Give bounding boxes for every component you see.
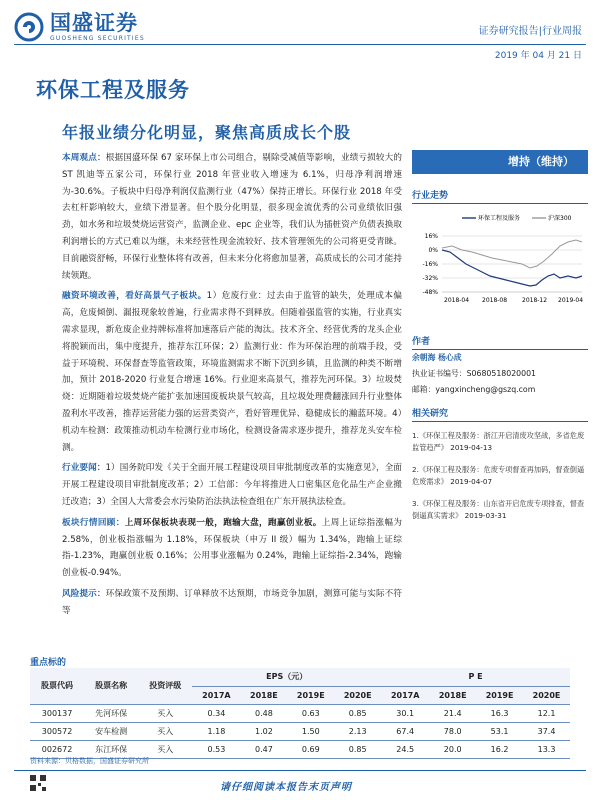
- cell-pe: 24.5: [381, 740, 429, 758]
- year-header: 2020E: [523, 686, 570, 704]
- related-item-title: 3.《环保工程及服务：山东省开启危废专项排查，督查倒逼真实需求》: [412, 499, 585, 520]
- table-source: 资料来源：贝格数据，国盛证券研究所: [30, 757, 149, 765]
- col-rating: 投资评级: [138, 668, 192, 704]
- related-item[interactable]: [412, 498, 588, 522]
- related-item-date: 2019-04-07: [450, 477, 493, 486]
- col-name: 股票名称: [84, 668, 138, 704]
- cell-eps: 2.13: [334, 722, 381, 740]
- cell-eps: 0.63: [287, 704, 334, 722]
- analyst-names: 余朝海 杨心成: [412, 353, 462, 362]
- main-body: [62, 150, 402, 624]
- cell-code: 300572: [30, 722, 84, 740]
- col-eps: EPS（元）: [192, 668, 381, 686]
- para-label: 本周观点：: [62, 153, 106, 163]
- author-title: 作者: [412, 334, 588, 350]
- company-logo: [14, 12, 145, 42]
- cert-number: 执业证书编号：S0680518020001: [412, 369, 537, 378]
- cell-name: 安车检测: [84, 722, 138, 740]
- cell-rating: 买入: [138, 704, 192, 722]
- year-header: 2019E: [476, 686, 523, 704]
- table-row: [30, 704, 570, 722]
- cell-rating: 买入: [138, 740, 192, 758]
- author-info: [412, 350, 588, 398]
- y-tick: 0%: [428, 247, 438, 254]
- cell-eps: 1.50: [287, 722, 334, 740]
- cell-pe: 21.4: [429, 704, 476, 722]
- cell-name: 东江环保: [84, 740, 138, 758]
- trend-title: 行业走势: [412, 188, 588, 204]
- col-pe: P E: [381, 668, 570, 686]
- para-label: 风险提示：: [62, 588, 106, 599]
- cell-eps: 1.02: [240, 722, 287, 740]
- legend-hs300: 沪深300: [548, 215, 572, 222]
- year-header: 2017A: [381, 686, 429, 704]
- para-text: 1）危废行业：过去由于监管的缺失，处理成本偏高，危废倾倒、漏报现象较普遍，行业需求得不到释放。但随着强监管的实施，行业真实需求显现，新危废企业持牌标准将加速落后产能的淘汰。技术齐全、经营优秀的龙头企业将脱颖而出，集中度提升，推荐东江环保；2）监测行业：作为环保治理的前端手段，受益于环境税、环保督查等监管政策，环境监测需求不断下沉到乡镇，且监测的种类不断增加，预计 2018-2020 行业复合增速 16%。行业迎来高景气，推荐先河环保。3）垃圾焚烧：近期随着垃圾焚烧产能扩张加速国废板块景气较高，且垃圾处理费翻涨回升行业整体盈利水平改善，推荐运营能力强的运营类资产，看好管理优异、稳健成长的瀚蓝环境。4）机动车检测：政策推动机动车检测行业市场化，检测设备需求逐步提升，推荐龙头安车检测。: [62, 291, 402, 453]
- cell-pe: 20.0: [429, 740, 476, 758]
- related-item-title: 2.《环保工程及服务：危废专项督查再加码，督查倒逼危废需求》: [412, 465, 585, 486]
- y-tick: -32%: [422, 275, 438, 282]
- col-code: 股票代码: [30, 668, 84, 704]
- para-text: 根据国盛环保 67 家环保上市公司组合，剔除受减值等影响，业绩亏损较大的 ST 凯迪等五家公司，环保行业 2018 年营业收入增速为 6.1%，归母净利润增速为-30.6%。子板块中归母净利润仅监测行业（47%）保持正增长。环保行业 2018 年受去杠杆影响较大，业绩下滑显著。但个股分化明显，很多现金流优秀的公司业绩依旧强劲，如水务和垃圾焚烧运营资产，监测企业、epc 企业等，我们认为插桩资产负债表换取利润增长的方式已难以为继，未来经营性现金流较好、技术管理领先的公司将更受青睐。目前融资舒畅，环保行业整体将有改善，但未来分化将愈加显著，高质成长的公司才能持续领跑。: [62, 153, 402, 281]
- year-header: 2018E: [429, 686, 476, 704]
- para-label: 行业要闻：: [62, 463, 106, 474]
- related-item-title: 1.《环保工程及服务：浙江开启清废攻坚战，多省危废监管趋严》: [412, 431, 585, 452]
- cell-pe: 53.1: [476, 722, 523, 740]
- cell-eps: 0.85: [334, 704, 381, 722]
- para-weekly-view: [62, 150, 402, 284]
- footer-disclaimer: 请仔细阅读本报告末页声明: [220, 782, 352, 793]
- company-name-cn: 国盛证券: [50, 11, 138, 35]
- x-tick: 2018-08: [482, 297, 508, 304]
- legend-industry: 环保工程及服务: [478, 215, 521, 222]
- cell-pe: 16.3: [476, 704, 523, 722]
- para-label: 融资环境改善，看好高景气子板块。: [62, 291, 207, 302]
- x-tick: 2019-04: [558, 297, 584, 304]
- analyst-email: 邮箱：yangxincheng@gszq.com: [412, 385, 536, 394]
- para-text: 环保政策不及预期、订单释放不达预期，市场竞争加剧，测算可能与实际不符等: [62, 588, 402, 616]
- x-tick: 2018-04: [444, 297, 470, 304]
- para-risk: [62, 586, 402, 620]
- year-header: 2019E: [287, 686, 334, 704]
- related-item-date: 2019-03-31: [464, 511, 507, 520]
- cell-pe: 78.0: [429, 722, 476, 740]
- cell-eps: 0.85: [334, 740, 381, 758]
- cell-name: 先河环保: [84, 704, 138, 722]
- related-item[interactable]: [412, 430, 588, 454]
- related-item-date: 2019-04-13: [450, 443, 493, 452]
- company-logo-icon: [14, 12, 44, 42]
- qr-code-icon: [30, 775, 46, 791]
- company-name-en: GUOSHENG SECURITIES: [50, 35, 145, 42]
- cell-eps: 0.69: [287, 740, 334, 758]
- cell-eps: 0.34: [192, 704, 240, 722]
- header-divider: [14, 44, 586, 45]
- page-title: 环保工程及服务: [36, 78, 190, 102]
- cell-rating: 买入: [138, 722, 192, 740]
- related-title: 相关研究: [412, 406, 588, 422]
- para-label: 板块行情回顾：: [62, 517, 125, 528]
- y-tick: 16%: [424, 233, 438, 240]
- cell-eps: 1.18: [192, 722, 240, 740]
- table-row: [30, 722, 570, 740]
- cell-pe: 12.1: [523, 704, 570, 722]
- cell-eps: 0.47: [240, 740, 287, 758]
- trend-chart: [412, 206, 588, 306]
- y-tick: -16%: [422, 261, 438, 268]
- table-title: 重点标的: [30, 658, 67, 668]
- cell-pe: 37.4: [523, 722, 570, 740]
- para-text: 上周上证综指涨幅为 2.58%，创业板指涨幅为 1.18%，环保板块（申万 II 级）幅为 1.34%，跑输上证综指-1.23%，跑赢创业板 0.16%；公用事业涨幅为 0.24%，跑输上证综指-2.34%，跑输创业板-0.94%。: [62, 517, 402, 579]
- cell-code: 300137: [30, 704, 84, 722]
- cell-pe: 16.2: [476, 740, 523, 758]
- page-subtitle: 年报业绩分化明显，聚焦高质成长个股: [62, 123, 352, 142]
- year-header: 2020E: [334, 686, 381, 704]
- report-date: 2019 年 04 月 21 日: [494, 51, 582, 61]
- year-header: 2018E: [240, 686, 287, 704]
- cell-pe: 13.3: [523, 740, 570, 758]
- para-market-review: [62, 515, 402, 582]
- cell-pe: 30.1: [381, 704, 429, 722]
- key-stocks-table: [30, 668, 570, 759]
- footer-divider: [14, 770, 586, 771]
- para-highlight: 上周环保板块表现一般，跑输大盘，跑赢创业板。: [124, 517, 322, 528]
- report-type: 证券研究报告|行业周报: [478, 26, 582, 37]
- para-industry-news: [62, 460, 402, 510]
- y-tick: -48%: [422, 289, 438, 296]
- related-item[interactable]: [412, 464, 588, 488]
- rating-badge: 增持（维持）: [412, 150, 588, 174]
- cell-eps: 0.48: [240, 704, 287, 722]
- cell-code: 002672: [30, 740, 84, 758]
- cell-eps: 0.53: [192, 740, 240, 758]
- para-text: 1）国务院印发《关于全面开展工程建设项目审批制度改革的实施意见》，全面开展工程建设项目审批制度改革；2）工信部：今年将推进人口密集区危化品生产企业搬迁改造；3）全国人大常委会水污染防治法执法检查组在广东开展执法检查。: [62, 463, 402, 507]
- x-tick: 2018-12: [522, 297, 548, 304]
- year-header: 2017A: [192, 686, 240, 704]
- cell-pe: 67.4: [381, 722, 429, 740]
- para-financing: [62, 288, 402, 456]
- series-industry: [442, 250, 582, 286]
- sidebar: [412, 150, 588, 532]
